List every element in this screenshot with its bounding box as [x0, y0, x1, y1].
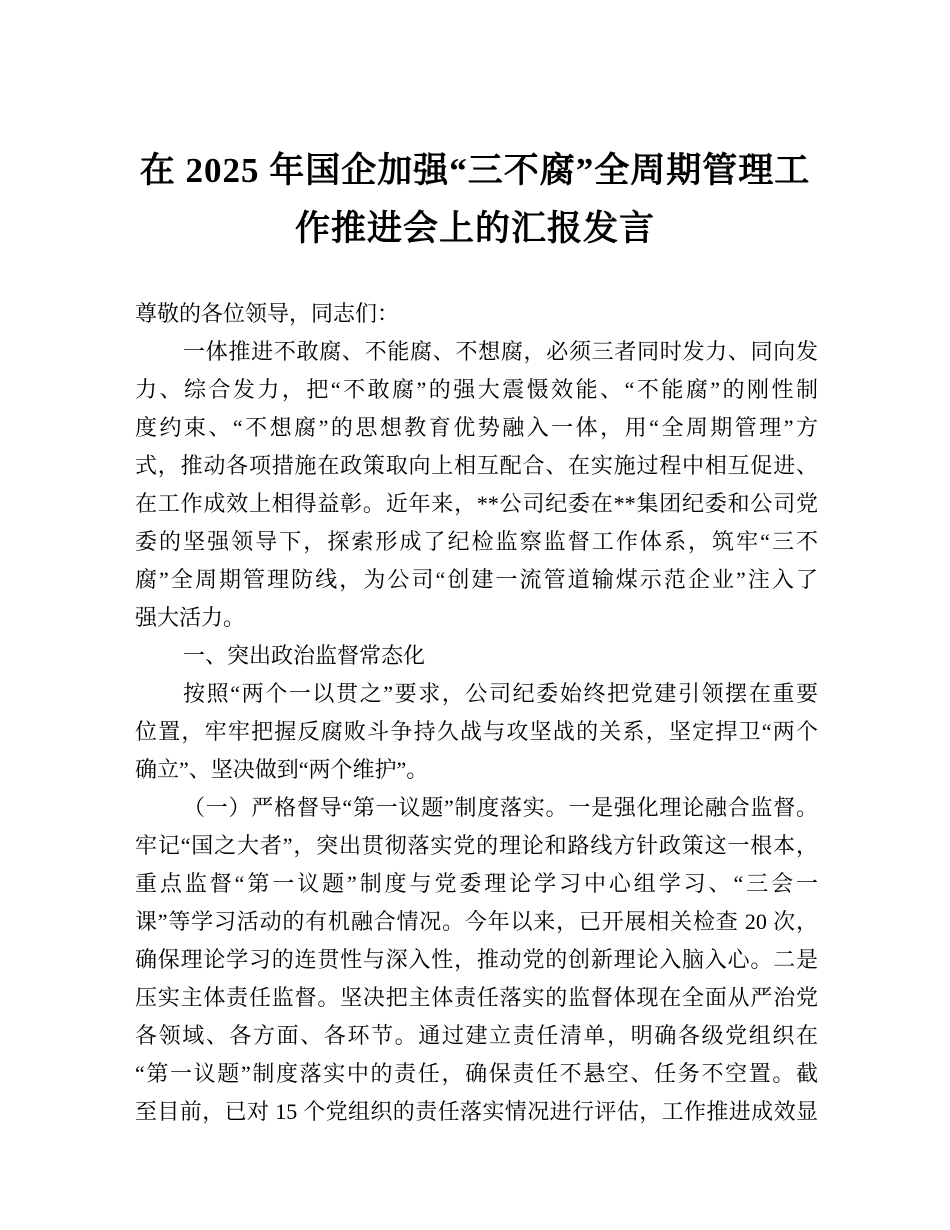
body-line: 度约束、“不想腐”的思想教育优势融入一体，用“全周期管理”方 — [135, 415, 818, 440]
body-line: 式，推动各项措施在政策取向上相互配合、在实施过程中相互促进、 — [135, 453, 818, 478]
body-line: 至目前，已对 15 个党组织的责任落实情况进行评估，工作推进成效显 — [135, 1099, 818, 1124]
body-line: 确保理论学习的连贯性与深入性，推动党的创新理论入脑入心。二是 — [135, 947, 818, 972]
document-title — [0, 0, 950, 258]
body-line: “第一议题”制度落实中的责任，确保责任不悬空、任务不空置。截 — [135, 1061, 818, 1086]
body-line: 牢记“国之大者”，突出贯彻落实党的理论和路线方针政策这一根本， — [135, 833, 818, 858]
body-line: 强大活力。 — [135, 605, 246, 630]
section-heading: 一、突出政治监督常态化 — [183, 643, 426, 668]
body-line: （一）严格督导“第一议题”制度落实。一是强化理论融合监督。 — [183, 795, 818, 820]
body-line: 一体推进不敢腐、不能腐、不想腐，必须三者同时发力、同向发 — [183, 339, 818, 364]
body-line: 重点监督“第一议题”制度与党委理论学习中心组学习、“三会一 — [135, 871, 818, 896]
body-line: 各领域、各方面、各环节。通过建立责任清单，明确各级党组织在 — [135, 1023, 818, 1048]
title-line: 在 2025 年国企加强“三不腐”全周期管理工 — [139, 151, 811, 190]
document-body — [135, 295, 818, 1131]
body-line: 力、综合发力，把“不敢腐”的强大震慑效能、“不能腐”的刚性制 — [135, 377, 818, 402]
body-line: 在工作成效上相得益彰。近年来，**公司纪委在**集团纪委和公司党 — [135, 491, 818, 516]
body-line: 确立”、坚决做到“两个维护”。 — [135, 757, 429, 782]
title-line: 作推进会上的汇报发言 — [294, 209, 655, 248]
body-line: 压实主体责任监督。坚决把主体责任落实的监督体现在全面从严治党 — [135, 985, 818, 1010]
body-line: 腐”全周期管理防线，为公司“创建一流管道输煤示范企业”注入了 — [135, 567, 818, 592]
body-line: 按照“两个一以贯之”要求，公司纪委始终把党建引领摆在重要 — [183, 681, 818, 706]
body-line: 尊敬的各位领导，同志们： — [135, 301, 400, 326]
body-line: 位置，牢牢把握反腐败斗争持久战与攻坚战的关系，坚定捍卫“两个 — [135, 719, 818, 744]
body-line: 课”等学习活动的有机融合情况。今年以来，已开展相关检查 20 次， — [135, 909, 818, 934]
body-line: 委的坚强领导下，探索形成了纪检监察监督工作体系，筑牢“三不 — [135, 529, 818, 554]
